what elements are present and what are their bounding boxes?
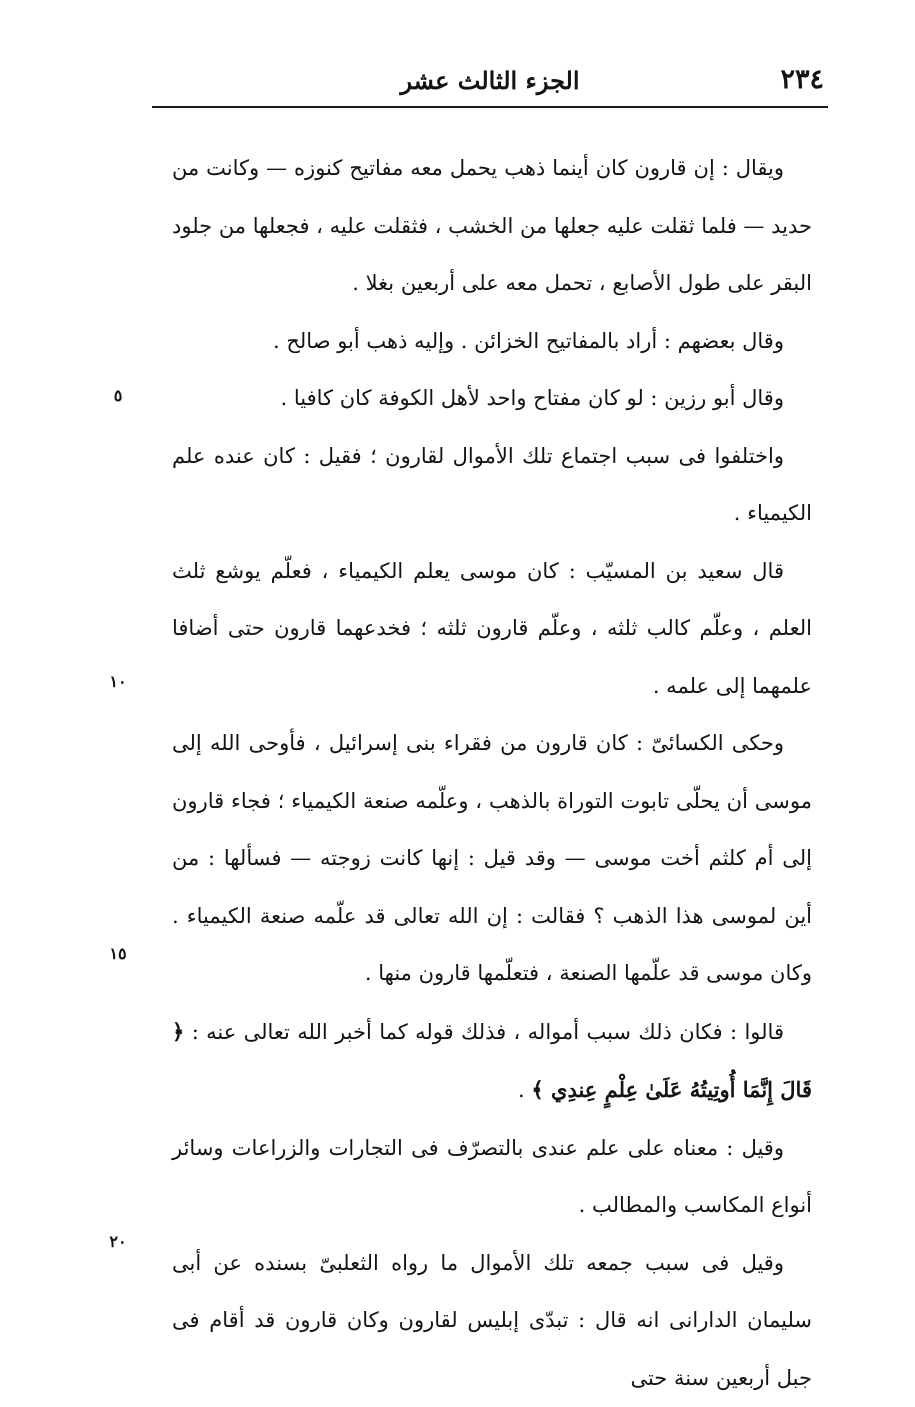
paragraph-keys-of-treasures: ويقال : إن قارون كان أينما ذهب يحمل معه مفاتيح كنوزه — وكانت من حديد — فلما ثقلت عليه جعلها من الخشب ، فثقلت عليه ، فجعلها من جلود البقر على طول الأصابع ، تحمل معه على أربعين بغلا .: [172, 140, 812, 313]
page-number: ٢٣٤: [780, 64, 824, 95]
paragraph-said-ibn-musayyib: قال سعيد بن المسيّب : كان موسى يعلم الكيمياء ، فعلّم يوشع ثلث العلم ، وعلّم كالب ثلثه ، وعلّم قارون ثلثه ؛ فخدعهما قارون حتى أضافا علمهما إلى علمه .: [172, 543, 812, 716]
line-number-20: ٢٠: [98, 1232, 138, 1251]
paragraph-disagreement: واختلفوا فى سبب اجتماع تلك الأموال لقارون ؛ فقيل : كان عنده علم الكيمياء .: [172, 428, 812, 543]
line-number-10: ١٠: [98, 672, 138, 691]
running-title: الجزء الثالث عشر: [150, 66, 830, 95]
paragraph-quran-citation: [172, 1003, 812, 1120]
paragraph-abu-razin: وقال أبو رزين : لو كان مفتاح واحد لأهل الكوفة كان كافيا .: [172, 370, 812, 428]
line-number-15: ١٥: [98, 944, 138, 963]
quran-verse: ﴿ قَالَ إِنَّمَا أُوتِيتُهُ عَلَىٰ عِلْمٍ عِندِي ﴾: [172, 1019, 812, 1103]
quran-citation-end: .: [518, 1078, 525, 1102]
body-text: [172, 140, 812, 1407]
line-number-5: ٥: [98, 386, 138, 405]
margin-line-numbers: [98, 0, 138, 1351]
paragraph-kisai: وحكى الكسائىّ : كان قارون من فقراء بنى إسرائيل ، فأوحى الله إلى موسى أن يحلّى تابوت التوراة بالذهب ، وعلّمه صنعة الكيمياء ؛ فجاء قارون إلى أم كلثم أخت موسى — وقد قيل : إنها كانت زوجته — فسألها : من أين لموسى هذا الذهب ؟ فقالت : إن الله تعالى قد علّمه صنعة الكيمياء . وكان موسى قد علّمها الصنعة ، فتعلّمها قارون منها .: [172, 715, 812, 1003]
paragraph-meaning: وقيل : معناه على علم عندى بالتصرّف فى التجارات والزراعات وسائر أنواع المكاسب والمطالب .: [172, 1120, 812, 1235]
page-header: [150, 60, 830, 104]
paragraph-thalabi: وقيل فى سبب جمعه تلك الأموال ما رواه الثعلبىّ بسنده عن أبى سليمان الدارانى انه قال : تبدّى إبليس لقارون وكان قارون قد أقام فى جبل أربعين سنة حتى: [172, 1235, 812, 1407]
header-rule: [152, 106, 828, 108]
quran-citation-intro: قالوا : فكان ذلك سبب أمواله ، فذلك قوله كما أخبر الله تعالى عنه :: [192, 1020, 784, 1044]
paragraph-some-said: وقال بعضهم : أراد بالمفاتيح الخزائن . وإليه ذهب أبو صالح .: [172, 313, 812, 371]
